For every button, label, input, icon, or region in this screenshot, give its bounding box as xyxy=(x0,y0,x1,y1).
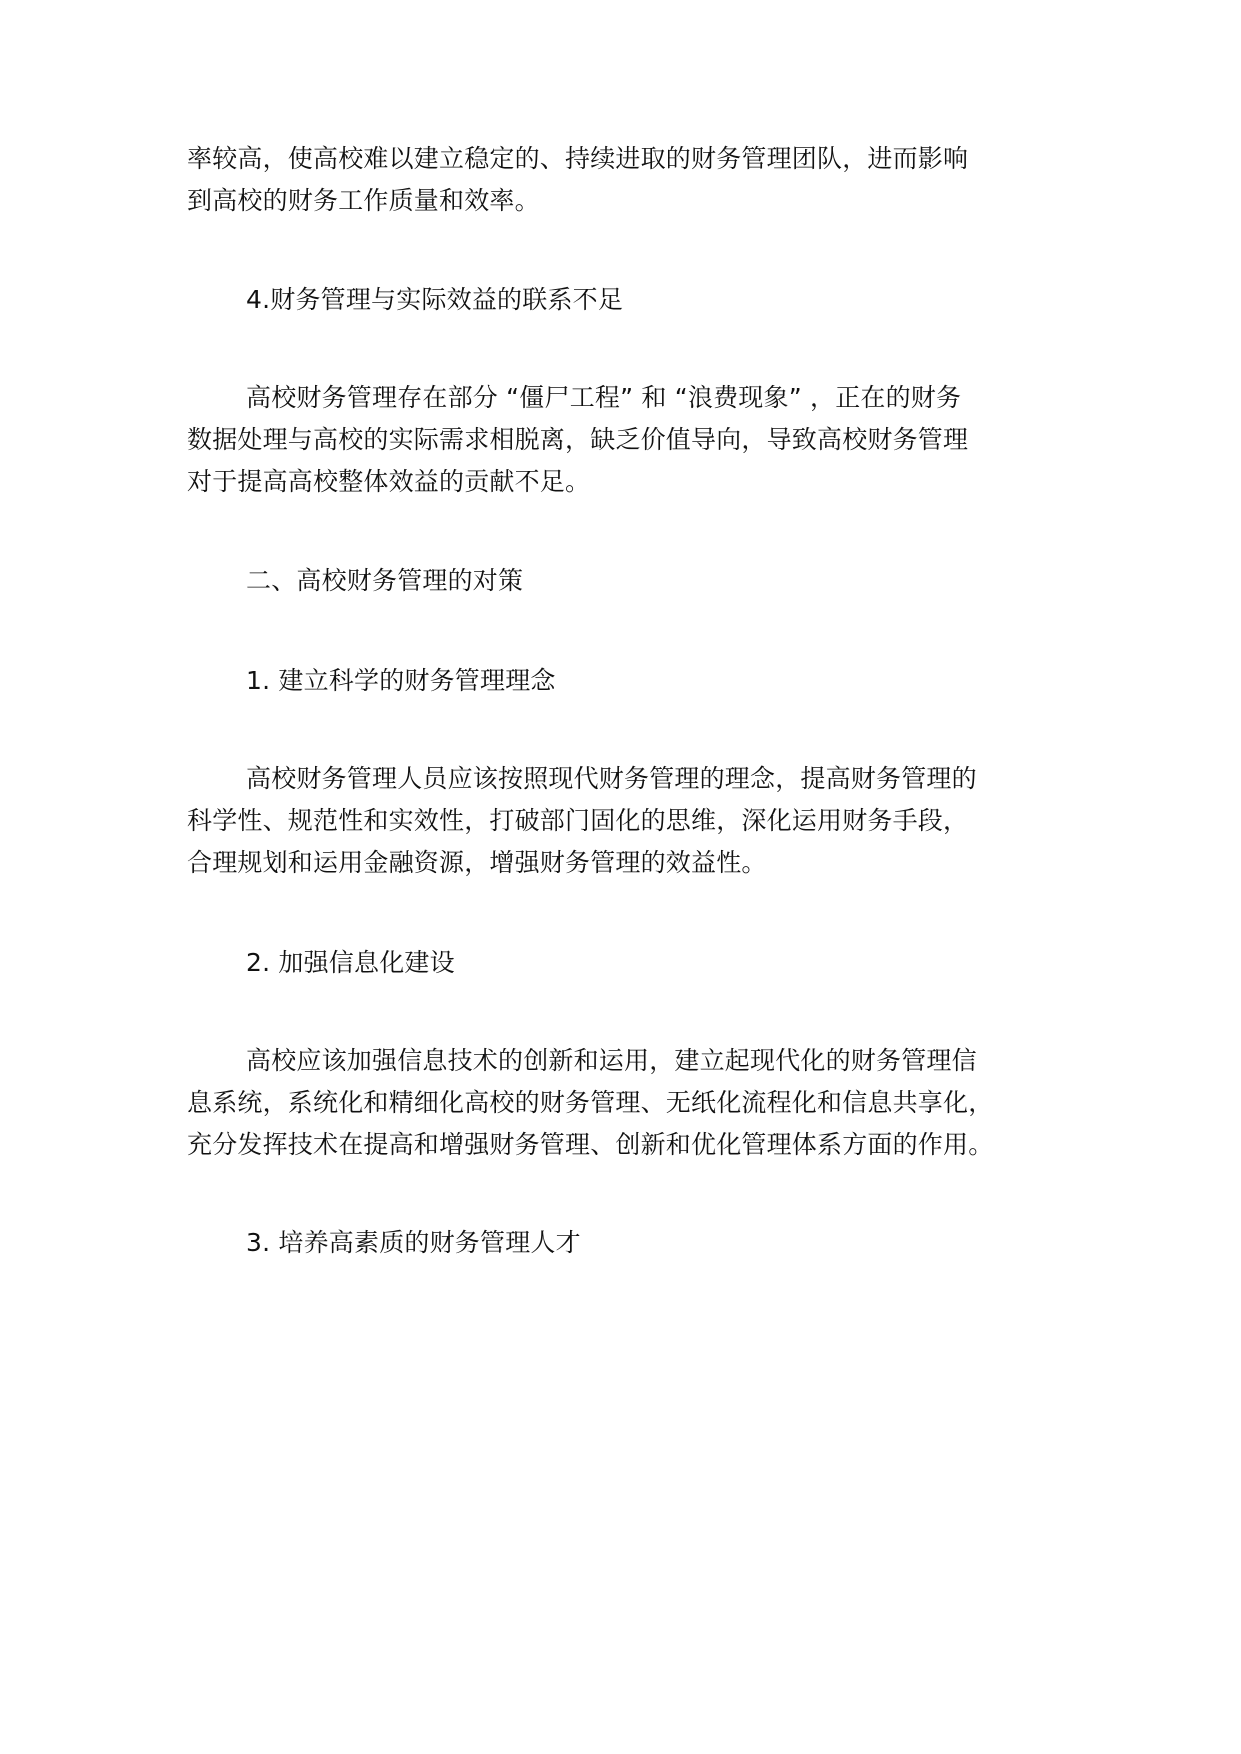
subsection-heading: 2. 加强信息化建设 xyxy=(246,948,455,977)
paragraph-line: 率较高，使高校难以建立稳定的、持续进取的财务管理团队，进而影响 xyxy=(187,144,969,173)
paragraph-line: 数据处理与高校的实际需求相脱离，缺乏价值导向，导致高校财务管理 xyxy=(187,425,969,454)
paragraph-line: 高校财务管理存在部分 “僵尸工程” 和 “浪费现象” ，正在的财务 xyxy=(246,383,962,412)
section-heading: 二、高校财务管理的对策 xyxy=(246,566,524,595)
paragraph-line: 合理规划和运用金融资源，增强财务管理的效益性。 xyxy=(187,848,767,877)
paragraph-line: 到高校的财务工作质量和效率。 xyxy=(187,186,540,215)
paragraph-line: 息系统，系统化和精细化高校的财务管理、无纸化流程化和信息共享化， xyxy=(187,1088,994,1117)
section-heading: 4.财务管理与实际效益的联系不足 xyxy=(246,285,624,314)
paragraph-line: 科学性、规范性和实效性，打破部门固化的思维，深化运用财务手段， xyxy=(187,806,969,835)
subsection-heading: 3. 培养高素质的财务管理人才 xyxy=(246,1228,581,1257)
paragraph-line: 高校财务管理人员应该按照现代财务管理的理念，提高财务管理的 xyxy=(246,764,977,793)
paragraph-line: 充分发挥技术在提高和增强财务管理、创新和优化管理体系方面的作用。 xyxy=(187,1130,994,1159)
subsection-heading: 1. 建立科学的财务管理理念 xyxy=(246,666,556,695)
paragraph-line: 对于提高高校整体效益的贡献不足。 xyxy=(187,467,591,496)
paragraph-line: 高校应该加强信息技术的创新和运用，建立起现代化的财务管理信 xyxy=(246,1046,977,1075)
